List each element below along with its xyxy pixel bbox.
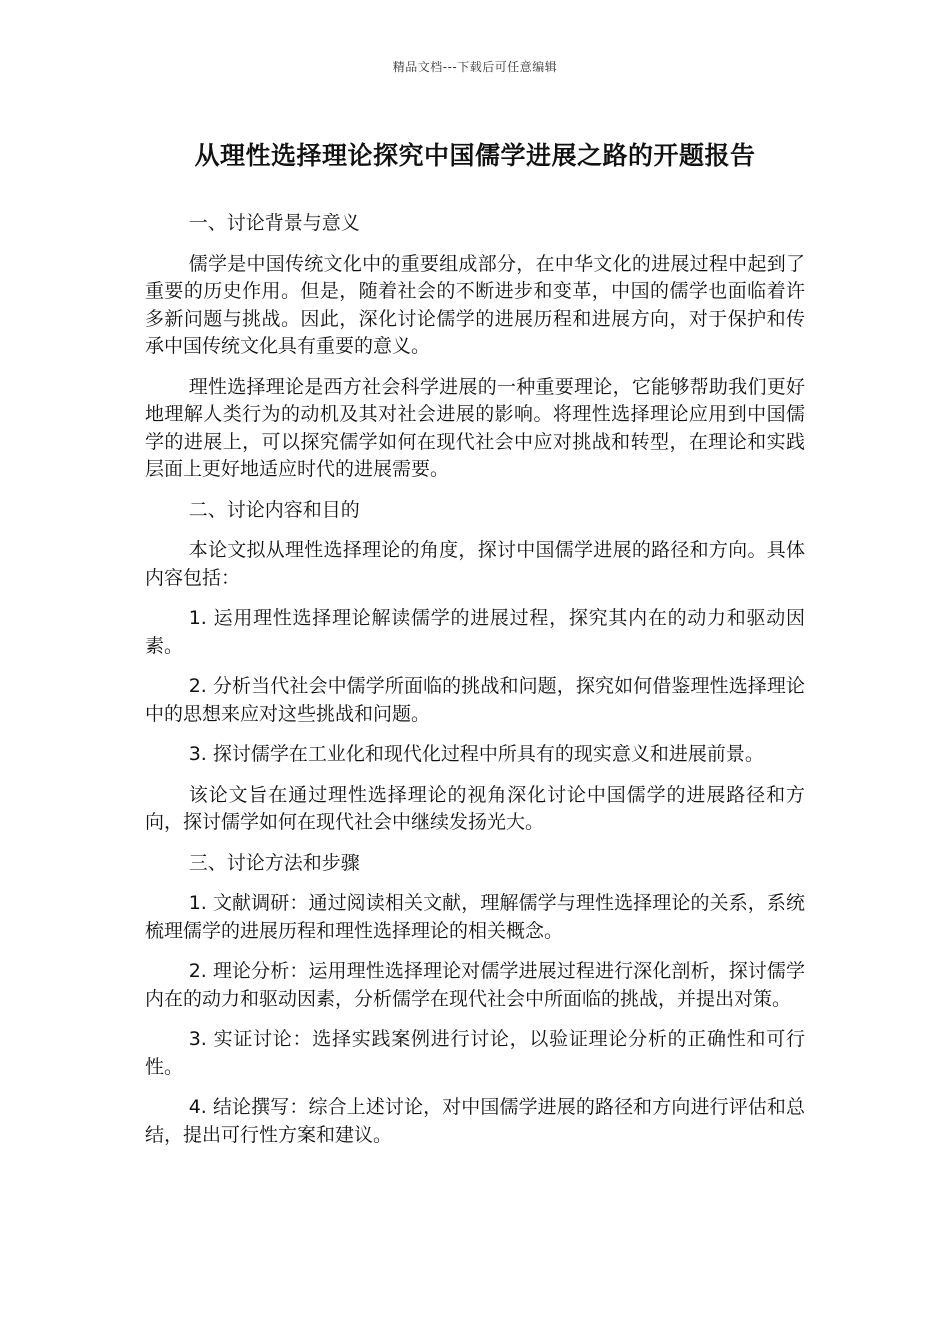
document-body bbox=[145, 210, 805, 1162]
section-heading: 三、讨论方法和步骤 bbox=[188, 851, 360, 874]
paragraph: 理性选择理论是西方社会科学进展的一种重要理论，它能够帮助我们更好地理解人类行为的动机及其对社会进展的影响。将理性选择理论应用到中国儒学的进展上，可以探究儒学如何在现代社会中应对挑战和转型，在理论和实践层面上更好地适应时代的进展需要。 bbox=[145, 375, 805, 480]
section-heading: 一、讨论背景与意义 bbox=[188, 212, 360, 234]
paragraph: 该论文旨在通过理性选择理论的视角深化讨论中国儒学的进展路径和方向，探讨儒学如何在现代社会中继续发扬光大。 bbox=[145, 783, 805, 833]
list-item: 3. 实证讨论：选择实践案例进行讨论，以验证理论分析的正确性和可行性。 bbox=[145, 1028, 805, 1078]
paragraph: 儒学是中国传统文化中的重要组成部分，在中华文化的进展过程中起到了重要的历史作用。但是，随着社会的不断进步和变革，中国的儒学也面临着许多新问题与挑战。因此，深化讨论儒学的进展历程和进展方向，对于保护和传承中国传统文化具有重要的意义。 bbox=[145, 252, 805, 357]
list-item: 3. 探讨儒学在工业化和现代化过程中所具有的现实意义和进展前景。 bbox=[188, 743, 764, 765]
paragraph: 本论文拟从理性选择理论的角度，探讨中国儒学进展的路径和方向。具体内容包括： bbox=[145, 539, 805, 589]
document-title: 从理性选择理论探究中国儒学进展之路的开题报告 bbox=[194, 141, 756, 170]
list-item: 1. 文献调研：通过阅读相关文献，理解儒学与理性选择理论的关系，系统梳理儒学的进展历程和理性选择理论的相关概念。 bbox=[145, 892, 805, 942]
section-heading: 二、讨论内容和目的 bbox=[188, 498, 360, 521]
header-note: 精品文档---下载后可任意编辑 bbox=[392, 60, 558, 74]
list-item: 1. 运用理性选择理论解读儒学的进展过程，探究其内在的动力和驱动因素。 bbox=[145, 607, 805, 657]
list-item: 2. 分析当代社会中儒学所面临的挑战和问题，探究如何借鉴理性选择理论中的思想来应对这些挑战和问题。 bbox=[145, 675, 805, 725]
list-item: 2. 理论分析：运用理性选择理论对儒学进展过程进行深化剖析，探讨儒学内在的动力和驱动因素，分析儒学在现代社会中所面临的挑战，并提出对策。 bbox=[145, 960, 805, 1010]
list-item: 4. 结论撰写：综合上述讨论，对中国儒学进展的路径和方向进行评估和总结，提出可行性方案和建议。 bbox=[145, 1096, 805, 1146]
